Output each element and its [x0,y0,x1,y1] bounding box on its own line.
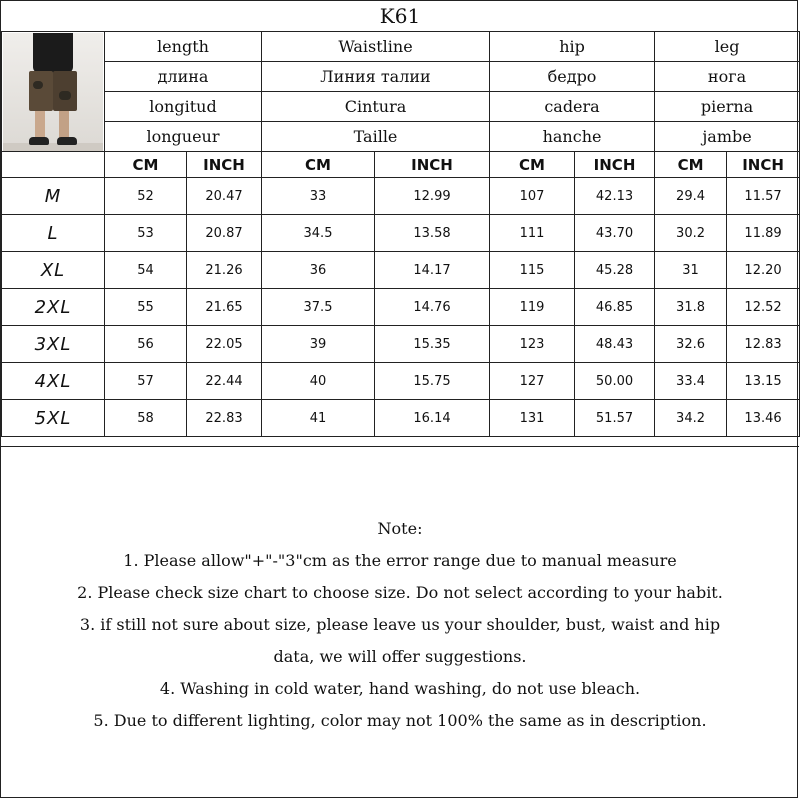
hip-inch: 50.00 [575,363,655,400]
table-row [2,326,800,363]
length-cm: 54 [105,252,187,289]
hip-cm: 107 [490,178,575,215]
waist-inch: 14.76 [375,289,490,326]
waist-inch: 16.14 [375,400,490,437]
hip-inch: 51.57 [575,400,655,437]
length-inch: 20.87 [187,215,262,252]
column-header-length-ru: длина [105,62,262,92]
waist-cm: 40 [262,363,375,400]
column-header-length-fr: longueur [105,122,262,152]
unit-cm: CM [655,152,727,178]
waist-cm: 39 [262,326,375,363]
leg-cm: 32.6 [655,326,727,363]
column-header-leg-en: leg [655,32,800,62]
unit-cm: CM [262,152,375,178]
header-row-ru [2,62,800,92]
length-inch: 20.47 [187,178,262,215]
waist-inch: 15.35 [375,326,490,363]
note-line: 1. Please allow"+"-"3"cm as the error range due to manual measure [123,551,677,570]
leg-inch: 11.89 [727,215,800,252]
note-line: 5. Due to different lighting, color may not 100% the same as in description. [93,711,707,730]
hip-cm: 111 [490,215,575,252]
length-cm: 55 [105,289,187,326]
size-label: L [2,215,105,252]
note-line: 2. Please check size chart to choose size. Do not select according to your habit. [77,583,723,602]
leg-inch: 13.46 [727,400,800,437]
size-table [1,31,800,437]
column-header-length-es: longitud [105,92,262,122]
column-header-waist-ru: Линия талии [262,62,490,92]
hip-cm: 123 [490,326,575,363]
leg-inch: 13.15 [727,363,800,400]
leg-inch: 12.52 [727,289,800,326]
size-label: 5XL [2,400,105,437]
model-photo [3,33,103,151]
header-row-fr [2,122,800,152]
unit-cm: CM [105,152,187,178]
leg-cm: 31.8 [655,289,727,326]
hip-cm: 127 [490,363,575,400]
column-header-leg-es: pierna [655,92,800,122]
waist-cm: 34.5 [262,215,375,252]
hip-cm: 115 [490,252,575,289]
hip-cm: 119 [490,289,575,326]
waist-cm: 41 [262,400,375,437]
table-row [2,215,800,252]
units-row [2,152,800,178]
waist-inch: 13.58 [375,215,490,252]
table-row [2,289,800,326]
leg-inch: 12.83 [727,326,800,363]
column-header-leg-ru: нога [655,62,800,92]
unit-inch: INCH [727,152,800,178]
column-header-hip-ru: бедро [490,62,655,92]
table-row [2,400,800,437]
waist-cm: 37.5 [262,289,375,326]
photo-cell [2,32,105,152]
leg-inch: 11.57 [727,178,800,215]
column-header-waist-en: Waistline [262,32,490,62]
notes-heading: Note: [377,519,423,538]
column-header-hip-es: cadera [490,92,655,122]
size-label: M [2,178,105,215]
column-header-waist-es: Cintura [262,92,490,122]
waist-cm: 33 [262,178,375,215]
length-inch: 21.65 [187,289,262,326]
chart-title: K61 [1,1,799,32]
header-row-en [2,32,800,62]
note-line: data, we will offer suggestions. [273,647,527,666]
size-label: 2XL [2,289,105,326]
column-header-hip-fr: hanche [490,122,655,152]
unit-inch: INCH [187,152,262,178]
unit-inch: INCH [375,152,490,178]
leg-cm: 30.2 [655,215,727,252]
note-line: 3. if still not sure about size, please leave us your shoulder, bust, waist and hip [79,615,721,634]
length-cm: 57 [105,363,187,400]
hip-inch: 43.70 [575,215,655,252]
leg-cm: 34.2 [655,400,727,437]
leg-cm: 33.4 [655,363,727,400]
waist-cm: 36 [262,252,375,289]
note-line: 4. Washing in cold water, hand washing, do not use bleach. [159,679,641,698]
length-cm: 53 [105,215,187,252]
column-header-waist-fr: Taille [262,122,490,152]
waist-inch: 15.75 [375,363,490,400]
column-header-length-en: length [105,32,262,62]
column-header-leg-fr: jambe [655,122,800,152]
notes-text [1,513,799,737]
size-label: XL [2,252,105,289]
header-row-es [2,92,800,122]
column-header-hip-en: hip [490,32,655,62]
hip-inch: 48.43 [575,326,655,363]
table-row [2,363,800,400]
size-label: 3XL [2,326,105,363]
length-inch: 22.44 [187,363,262,400]
hip-inch: 45.28 [575,252,655,289]
unit-cm: CM [490,152,575,178]
length-inch: 21.26 [187,252,262,289]
leg-inch: 12.20 [727,252,800,289]
leg-cm: 29.4 [655,178,727,215]
waist-inch: 12.99 [375,178,490,215]
table-row [2,178,800,215]
waist-inch: 14.17 [375,252,490,289]
notes-section [1,446,799,798]
length-cm: 52 [105,178,187,215]
length-inch: 22.83 [187,400,262,437]
length-inch: 22.05 [187,326,262,363]
unit-inch: INCH [575,152,655,178]
hip-inch: 46.85 [575,289,655,326]
leg-cm: 31 [655,252,727,289]
length-cm: 56 [105,326,187,363]
units-corner [2,152,105,178]
table-row [2,252,800,289]
length-cm: 58 [105,400,187,437]
size-label: 4XL [2,363,105,400]
hip-inch: 42.13 [575,178,655,215]
hip-cm: 131 [490,400,575,437]
